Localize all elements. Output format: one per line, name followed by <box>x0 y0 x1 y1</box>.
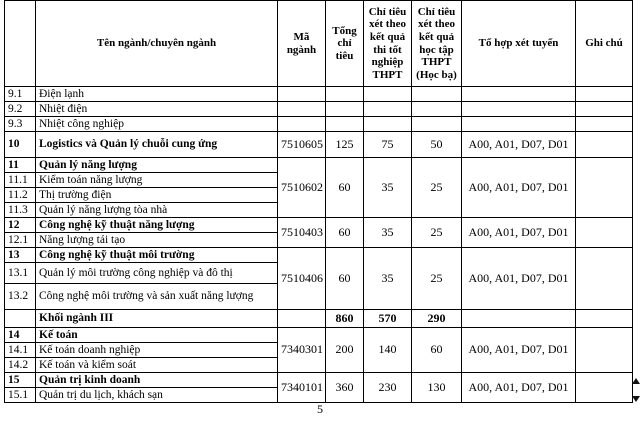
row-name: Kế toán doanh nghiệp <box>36 343 278 358</box>
row-total: 60 <box>326 218 364 248</box>
row-total: 125 <box>326 132 364 158</box>
row-combos: A00, A01, D07, D01 <box>462 248 576 310</box>
block-total: 860 <box>326 310 364 328</box>
row-no: 13.1 <box>5 263 36 284</box>
row-name: Nhiệt điện <box>36 102 278 117</box>
header-by-exam: Chỉ tiêu xét theo kết quả thi tốt nghiệp THPT <box>364 1 412 87</box>
row-name: Quản lý môi trường công nghiệp và đô thị <box>36 263 278 284</box>
row-exam: 35 <box>364 158 412 218</box>
row-total: 60 <box>326 158 364 218</box>
row-total: 360 <box>326 373 364 403</box>
header-no <box>5 1 36 87</box>
header-code: Mã ngành <box>278 1 326 87</box>
row-code: 7340101 <box>278 373 326 403</box>
row-name: Công nghệ kỹ thuật năng lượng <box>36 218 278 233</box>
row-transcript: 25 <box>412 158 462 218</box>
row-note <box>576 218 633 248</box>
scroll-down-icon[interactable] <box>632 396 640 402</box>
row-name: Năng lượng tái tạo <box>36 233 278 248</box>
table-row <box>5 158 633 173</box>
scroll-up-icon[interactable] <box>632 378 640 384</box>
block-transcript: 290 <box>412 310 462 328</box>
row-note <box>576 132 633 158</box>
table-row <box>5 102 633 117</box>
table-row <box>5 218 633 233</box>
row-exam: 75 <box>364 132 412 158</box>
row-note <box>576 158 633 218</box>
table-row <box>5 248 633 263</box>
row-name: Điện lạnh <box>36 87 278 102</box>
row-exam: 35 <box>364 248 412 310</box>
row-combos: A00, A01, D07, D01 <box>462 373 576 403</box>
row-transcript: 60 <box>412 328 462 373</box>
row-name: Quản lý năng lượng tòa nhà <box>36 203 278 218</box>
table-row <box>5 117 633 132</box>
row-no: 15 <box>5 373 36 388</box>
row-name: Kế toán <box>36 328 278 343</box>
row-total: 200 <box>326 328 364 373</box>
block-name: Khối ngành III <box>36 310 278 328</box>
row-code: 7510403 <box>278 218 326 248</box>
header-name: Tên ngành/chuyên ngành <box>36 1 278 87</box>
row-name: Nhiệt công nghiệp <box>36 117 278 132</box>
row-note <box>576 328 633 373</box>
row-no <box>5 310 36 328</box>
row-name: Quản lý năng lượng <box>36 158 278 173</box>
row-name: Công nghệ kỹ thuật môi trường <box>36 248 278 263</box>
block-exam: 570 <box>364 310 412 328</box>
row-transcript: 25 <box>412 248 462 310</box>
row-no: 11.2 <box>5 188 36 203</box>
table-row <box>5 87 633 102</box>
row-no: 14.2 <box>5 358 36 373</box>
row-no: 15.1 <box>5 388 36 403</box>
row-name: Kiểm toán năng lượng <box>36 173 278 188</box>
scrollbar[interactable] <box>632 378 640 402</box>
row-no: 9.3 <box>5 117 36 132</box>
row-name: Logistics và Quản lý chuỗi cung ứng <box>36 132 278 158</box>
row-name: Thị trường điện <box>36 188 278 203</box>
row-no: 12.1 <box>5 233 36 248</box>
row-no: 12 <box>5 218 36 233</box>
page-number: 5 <box>317 402 323 416</box>
row-combos: A00, A01, D07, D01 <box>462 218 576 248</box>
row-code: 7340301 <box>278 328 326 373</box>
row-code: 7510406 <box>278 248 326 310</box>
row-no: 11 <box>5 158 36 173</box>
row-name: Kế toán và kiểm soát <box>36 358 278 373</box>
row-transcript: 25 <box>412 218 462 248</box>
header-total: Tổng chỉ tiêu <box>326 1 364 87</box>
table-row <box>5 310 633 328</box>
row-no: 11.3 <box>5 203 36 218</box>
row-code: 7510605 <box>278 132 326 158</box>
header-combos: Tổ hợp xét tuyển <box>462 1 576 87</box>
row-no: 9.1 <box>5 87 36 102</box>
row-no: 13.2 <box>5 284 36 310</box>
row-no: 14 <box>5 328 36 343</box>
row-note <box>576 248 633 310</box>
row-combos: A00, A01, D07, D01 <box>462 328 576 373</box>
row-exam: 140 <box>364 328 412 373</box>
header-note: Ghi chú <box>576 1 633 87</box>
row-no: 10 <box>5 132 36 158</box>
row-exam: 230 <box>364 373 412 403</box>
row-total: 60 <box>326 248 364 310</box>
row-name: Quản trị kinh doanh <box>36 373 278 388</box>
row-exam: 35 <box>364 218 412 248</box>
row-name: Quản trị du lịch, khách sạn <box>36 388 278 403</box>
row-combos: A00, A01, D07, D01 <box>462 158 576 218</box>
row-no: 9.2 <box>5 102 36 117</box>
table-row <box>5 373 633 388</box>
row-combos: A00, A01, D07, D01 <box>462 132 576 158</box>
row-note <box>576 310 633 328</box>
row-code <box>278 310 326 328</box>
table-header-row <box>5 1 633 87</box>
row-combos <box>462 310 576 328</box>
row-no: 11.1 <box>5 173 36 188</box>
table-row <box>5 132 633 158</box>
row-transcript: 130 <box>412 373 462 403</box>
table-row <box>5 328 633 343</box>
row-name: Công nghệ môi trường và sản xuất năng lượng <box>36 284 278 310</box>
row-transcript: 50 <box>412 132 462 158</box>
row-no: 14.1 <box>5 343 36 358</box>
row-no: 13 <box>5 248 36 263</box>
row-code: 7510602 <box>278 158 326 218</box>
admission-quota-table <box>4 0 633 403</box>
row-note <box>576 373 633 403</box>
header-by-transcript: Chỉ tiêu xét theo kết quả học tập THPT (Học bạ) <box>412 1 462 87</box>
